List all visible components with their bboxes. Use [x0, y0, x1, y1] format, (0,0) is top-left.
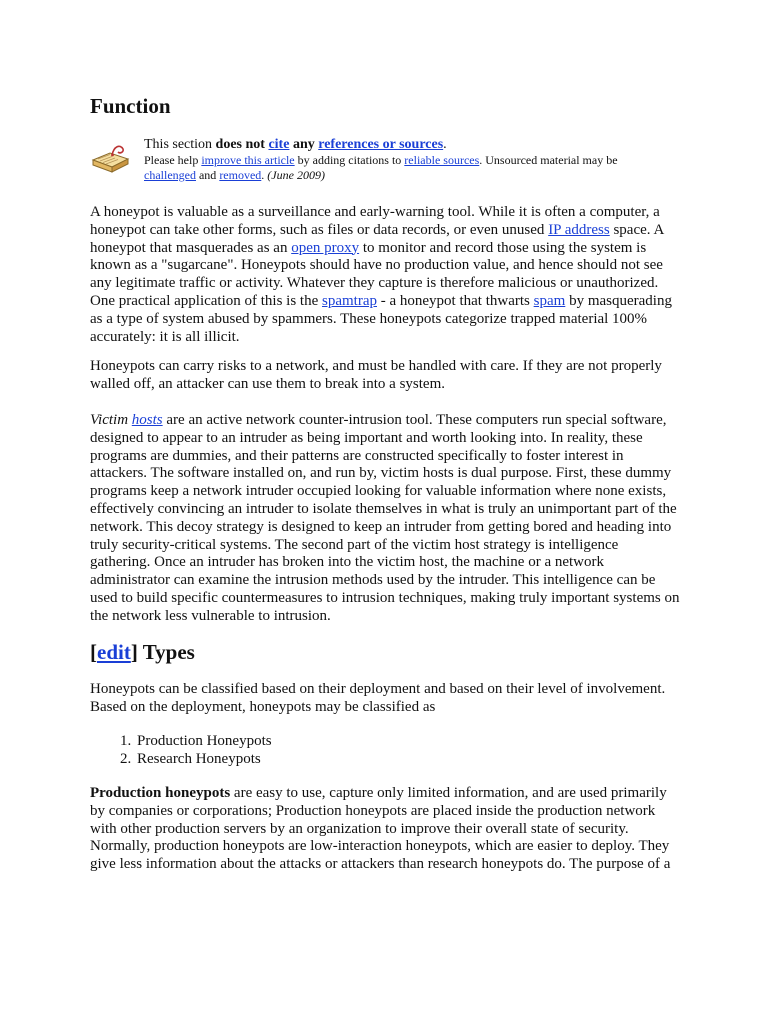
- notice-text: Please help: [144, 153, 202, 167]
- hosts-link-text: hosts: [131, 412, 163, 428]
- paragraph-types-intro: Honeypots can be classified based on their deployment and based on their level of involvement. Based on the deployment, honeypots may be classified as: [90, 681, 666, 715]
- edit-link[interactable]: edit: [97, 640, 131, 664]
- notice-bold-text: any: [289, 137, 319, 152]
- cite-link[interactable]: cite: [268, 137, 290, 152]
- paragraph-risks: Honeypots can carry risks to a network, and must be handled with care. If they are not properly walled off, an attacker can use them to break into a system.: [90, 358, 662, 392]
- notice-date: (June 2009): [267, 168, 325, 182]
- reliable-sources-link[interactable]: reliable sources: [404, 153, 480, 167]
- production-honeypots-term: Production honeypots: [90, 785, 231, 801]
- notice-text: This section: [144, 137, 216, 152]
- paragraph-text: are easy to use, capture only limited information, and are used primarily by companies or corporations; Production honeypots are placed inside the production network with other production servers by an organization to improve their overall state of security. Normally, production honeypots are low-interaction honeypots, which are easier to deploy. They give less information about the attacks or attackers than research honeypots do. The purpose of a: [90, 785, 671, 873]
- edit-open-bracket: [: [90, 640, 97, 664]
- unreferenced-notice: [90, 136, 680, 188]
- ip-address-link[interactable]: IP address: [548, 221, 610, 238]
- honeypot-deployment-list: [90, 733, 675, 769]
- notice-text: and: [195, 168, 220, 182]
- challenged-link[interactable]: challenged: [144, 168, 196, 182]
- notice-text: by adding citations to: [294, 153, 405, 167]
- notice-text: .: [261, 168, 268, 182]
- paragraph-text: - a honeypot that thwarts: [377, 292, 534, 309]
- improve-article-link[interactable]: improve this article: [201, 153, 295, 167]
- edit-close-bracket: ]: [130, 640, 138, 664]
- paragraph-text: A honeypot is valuable as a surveillance and early-warning tool. While it is often a computer, a honeypot can take other forms, such as files or data records, or even unused: [90, 204, 660, 238]
- book-icon: [90, 140, 132, 180]
- list-item: 2. Research Honeypots: [135, 751, 675, 769]
- victim-text: Victim: [90, 412, 129, 428]
- list-item: 1. Production Honeypots: [135, 733, 675, 751]
- open-proxy-link[interactable]: open proxy: [291, 239, 360, 256]
- paragraph-production-honeypots: [90, 785, 680, 874]
- paragraph-text: space. A honeypot that masquerades as an: [90, 221, 664, 256]
- spamtrap-link[interactable]: spamtrap: [322, 292, 377, 309]
- paragraph-text: to monitor and record those using the system is known as a "sugarcane". Honeypots should have no production value, and hence should not see any legitimate traffic or activity. Whatever they capture is therefore malicious or unauthorized. One practical application of this is the: [90, 239, 663, 309]
- notice-main-line: [144, 136, 447, 153]
- types-heading-text: Types: [137, 640, 195, 664]
- paragraph-text: are an active network counter-intrusion tool. These computers run special software, designed to appear to an intruder as being important and worth looking into. In reality, these programs are dummies, and their patterns are constructed specifically to foster interest in attackers. The software installed on, and run by, victim hosts is dual purpose. First, these dummy programs keep a network intruder occupied looking for valuable information where none exists, effectively convincing an intruder to isolate themselves in what is truly an unimportant part of the network. This decoy strategy is designed to keep an intruder from getting bored and heading into truly security-critical systems. The second part of the victim host strategy is intelligence gathering. Once an intruder has broken into the victim host, the machine or a network administrator can examine the intrusion methods used by the intruder. This intelligence can be used to build specific countermeasures to intrusion techniques, making truly important systems on the network less vulnerable to intrusion.: [90, 412, 680, 624]
- paragraph-honeypot-value: [90, 204, 680, 346]
- notice-bold-text: does not: [215, 137, 269, 152]
- function-heading: Function: [90, 94, 171, 118]
- hosts-link[interactable]: [132, 412, 163, 428]
- notice-sub-line: [144, 153, 664, 183]
- references-link[interactable]: references or sources: [318, 137, 444, 152]
- spam-link[interactable]: spam: [533, 292, 566, 309]
- types-heading: [90, 640, 195, 664]
- removed-link[interactable]: removed: [219, 168, 262, 182]
- notice-text: .: [443, 137, 447, 152]
- paragraph-victim-hosts: [90, 412, 680, 626]
- notice-text: . Unsourced material may be: [479, 153, 618, 167]
- paragraph-text: by masquerading as a type of system abused by spammers. These honeypots categorize trapped material 100% accurately: it is all illicit.: [90, 292, 672, 345]
